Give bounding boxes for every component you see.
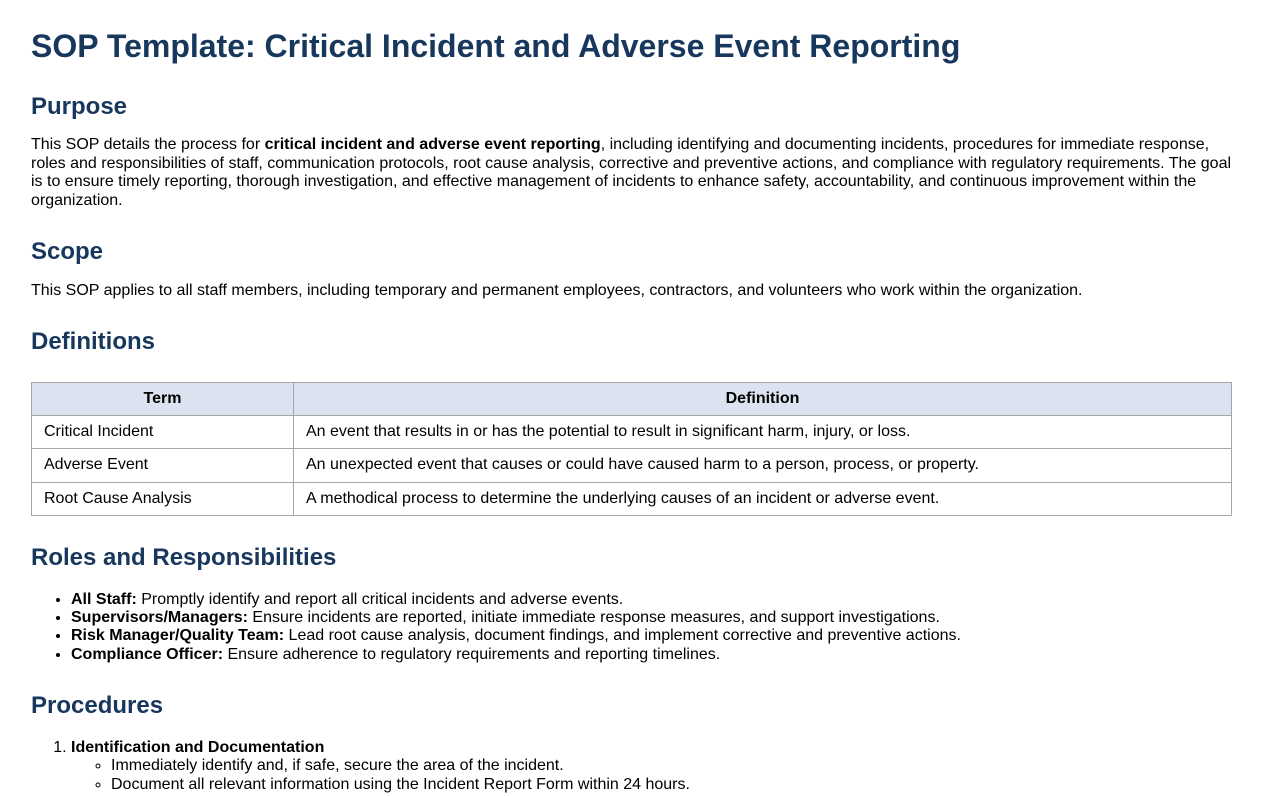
purpose-text-suffix: , including identifying and documenting incidents, procedures for immediate response, roles and responsibilities of staff, communication protocols, root cause analysis, corrective and preventive actions, and compliance with regulatory requirements. The goal is to ensure timely reporting, thorough investigation, and effective management of incidents to enhance safety, accountability, and continuous improvement within the organization. [31, 136, 1232, 209]
role-description: Promptly identify and report all critical incidents and adverse events. [136, 590, 624, 608]
role-label: All Staff: [71, 590, 137, 608]
definition-cell: An event that results in or has the potential to result in significant harm, injury, or loss. [294, 415, 1232, 448]
definitions-table [31, 382, 1232, 517]
term-cell: Root Cause Analysis [32, 482, 294, 515]
purpose-heading: Purpose [31, 92, 128, 120]
roles-heading: Roles and Responsibilities [31, 544, 337, 572]
role-list-item [71, 609, 1232, 627]
table-header-term: Term [32, 382, 294, 415]
role-label: Compliance Officer: [71, 645, 224, 663]
role-list-item [71, 646, 1232, 664]
scope-paragraph: This SOP applies to all staff members, including temporary and permanent employees, contractors, and volunteers who work within the organization. [31, 281, 1083, 299]
role-list-item [71, 591, 1232, 609]
table-row [32, 482, 1232, 515]
procedures-heading: Procedures [31, 692, 164, 720]
purpose-text-bold: critical incident and adverse event reporting [264, 136, 601, 154]
page-title: SOP Template: Critical Incident and Adverse Event Reporting [31, 28, 961, 64]
role-list-item [71, 627, 1232, 645]
role-description: Ensure incidents are reported, initiate immediate response measures, and support investigations. [247, 609, 940, 627]
procedure-steps-list [71, 757, 1232, 794]
table-header-definition: Definition [294, 382, 1232, 415]
procedure-step-item: ◦ Document all relevant information using the Incident Report Form within 24 hours. [111, 776, 1232, 794]
roles-list [31, 591, 1232, 665]
definition-cell: An unexpected event that causes or could have caused harm to a person, process, or property. [294, 449, 1232, 482]
purpose-text-prefix: This SOP details the process for [31, 136, 265, 154]
table-row [32, 449, 1232, 482]
role-description: Ensure adherence to regulatory requirements and reporting timelines. [223, 645, 721, 663]
role-label: Supervisors/Managers: [71, 609, 248, 627]
procedure-step-item: ◦ Immediately identify and, if safe, secure the area of the incident. [111, 757, 1232, 775]
definition-cell: A methodical process to determine the underlying causes of an incident or adverse event. [294, 482, 1232, 515]
scope-heading: Scope [31, 237, 104, 265]
definitions-heading: Definitions [31, 327, 155, 355]
procedure-title: Identification and Documentation [71, 738, 325, 756]
table-row [32, 415, 1232, 448]
procedure-item [71, 739, 1232, 794]
term-cell: Adverse Event [32, 449, 294, 482]
term-cell: Critical Incident [32, 415, 294, 448]
purpose-paragraph [31, 136, 1232, 210]
role-label: Risk Manager/Quality Team: [71, 627, 285, 645]
table-header-row [32, 382, 1232, 415]
role-description: Lead root cause analysis, document findings, and implement corrective and preventive actions. [284, 627, 961, 645]
procedures-list [31, 739, 1232, 794]
